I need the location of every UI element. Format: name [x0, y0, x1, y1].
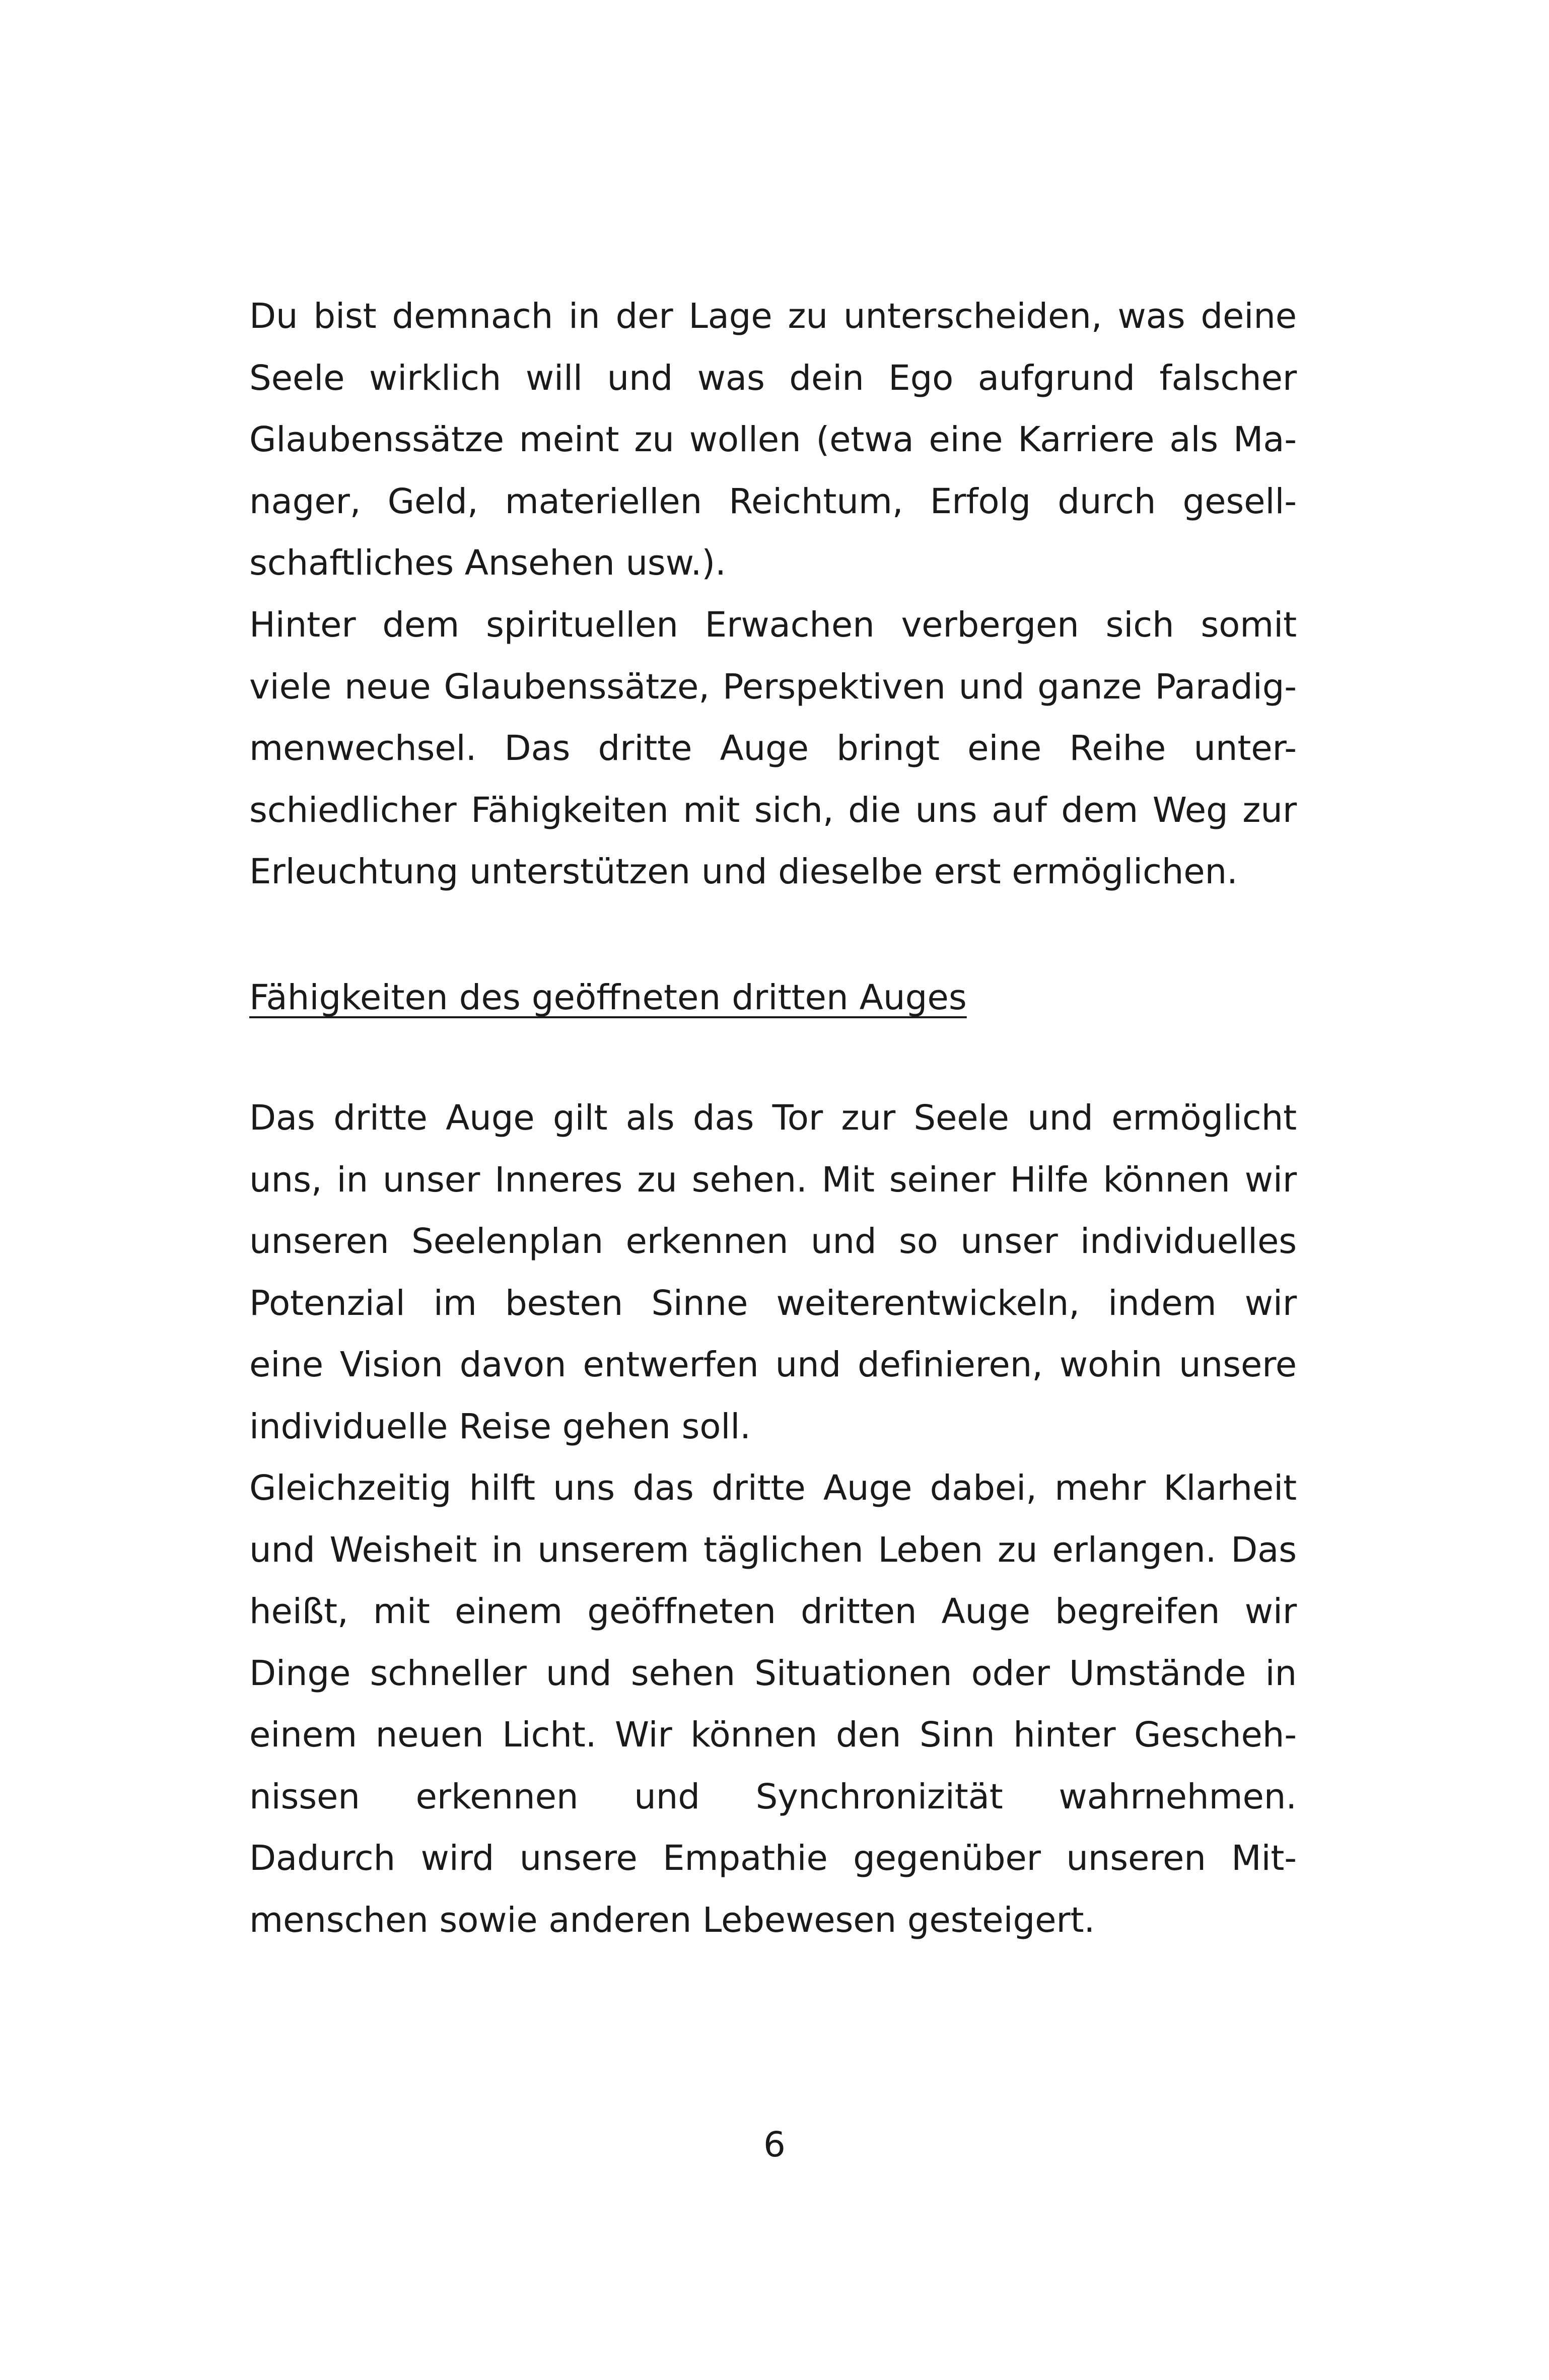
text-line: uns, in unser Inneres zu sehen. Mit seiner Hilfe können wir	[249, 1159, 1297, 1200]
text-line: eine Vision davon entwerfen und definieren, wohin unsere	[249, 1345, 1297, 1385]
text-line: Potenzial im besten Sinne weiterentwickeln, indem wir	[249, 1283, 1297, 1323]
text-line: schaftliches Ansehen usw.).	[249, 543, 726, 583]
text-line: Du bist demnach in der Lage zu unterscheiden, was deine	[249, 296, 1297, 336]
text-line: Glaubenssätze meint zu wollen (etwa eine Karriere als Ma-	[249, 419, 1297, 460]
text-line: Gleichzeitig hilft uns das dritte Auge dabei, mehr Klarheit	[249, 1468, 1297, 1508]
paragraph-clarity-wisdom	[249, 1457, 1297, 1951]
text-line: einem neuen Licht. Wir können den Sinn hinter Gescheh-	[249, 1715, 1297, 1755]
text-line: heißt, mit einem geöffneten dritten Auge begreifen wir	[249, 1591, 1297, 1632]
text-line: individuelle Reise gehen soll.	[249, 1406, 751, 1447]
page-number: 6	[763, 2125, 786, 2165]
section-heading: Fähigkeiten des geöffneten dritten Auges	[249, 977, 967, 1018]
text-line: Dadurch wird unsere Empathie gegenüber unseren Mit-	[249, 1838, 1297, 1878]
text-line: menschen sowie anderen Lebewesen gesteigert.	[249, 1900, 1095, 1940]
text-line: menwechsel. Das dritte Auge bringt eine Reihe unter-	[249, 728, 1297, 768]
text-line: viele neue Glaubenssätze, Perspektiven und ganze Paradig-	[249, 666, 1297, 707]
text-line: Hinter dem spirituellen Erwachen verbergen sich somit	[249, 605, 1297, 645]
text-line: Das dritte Auge gilt als das Tor zur Seele und ermöglicht	[249, 1098, 1297, 1138]
text-line: nissen erkennen und Synchronizität wahrnehmen.	[249, 1776, 1297, 1817]
text-line: unseren Seelenplan erkennen und so unser individuelles	[249, 1221, 1297, 1262]
text-line: Dinge schneller und sehen Situationen oder Umstände in	[249, 1653, 1297, 1694]
paragraph-spiritual-awakening	[249, 594, 1297, 903]
text-line: Seele wirklich will und was dein Ego aufgrund falscher	[249, 358, 1297, 398]
text-line: Erleuchtung unterstützen und dieselbe erst ermöglichen.	[249, 852, 1238, 892]
text-line: und Weisheit in unserem täglichen Leben zu erlangen. Das	[249, 1529, 1297, 1570]
paragraph-gate-to-soul	[249, 1087, 1297, 1457]
text-line: schiedlicher Fähigkeiten mit sich, die uns auf dem Weg zur	[249, 790, 1297, 830]
paragraph-ego-vs-soul	[249, 286, 1297, 594]
text-line: nager, Geld, materiellen Reichtum, Erfolg durch gesell-	[249, 481, 1297, 522]
